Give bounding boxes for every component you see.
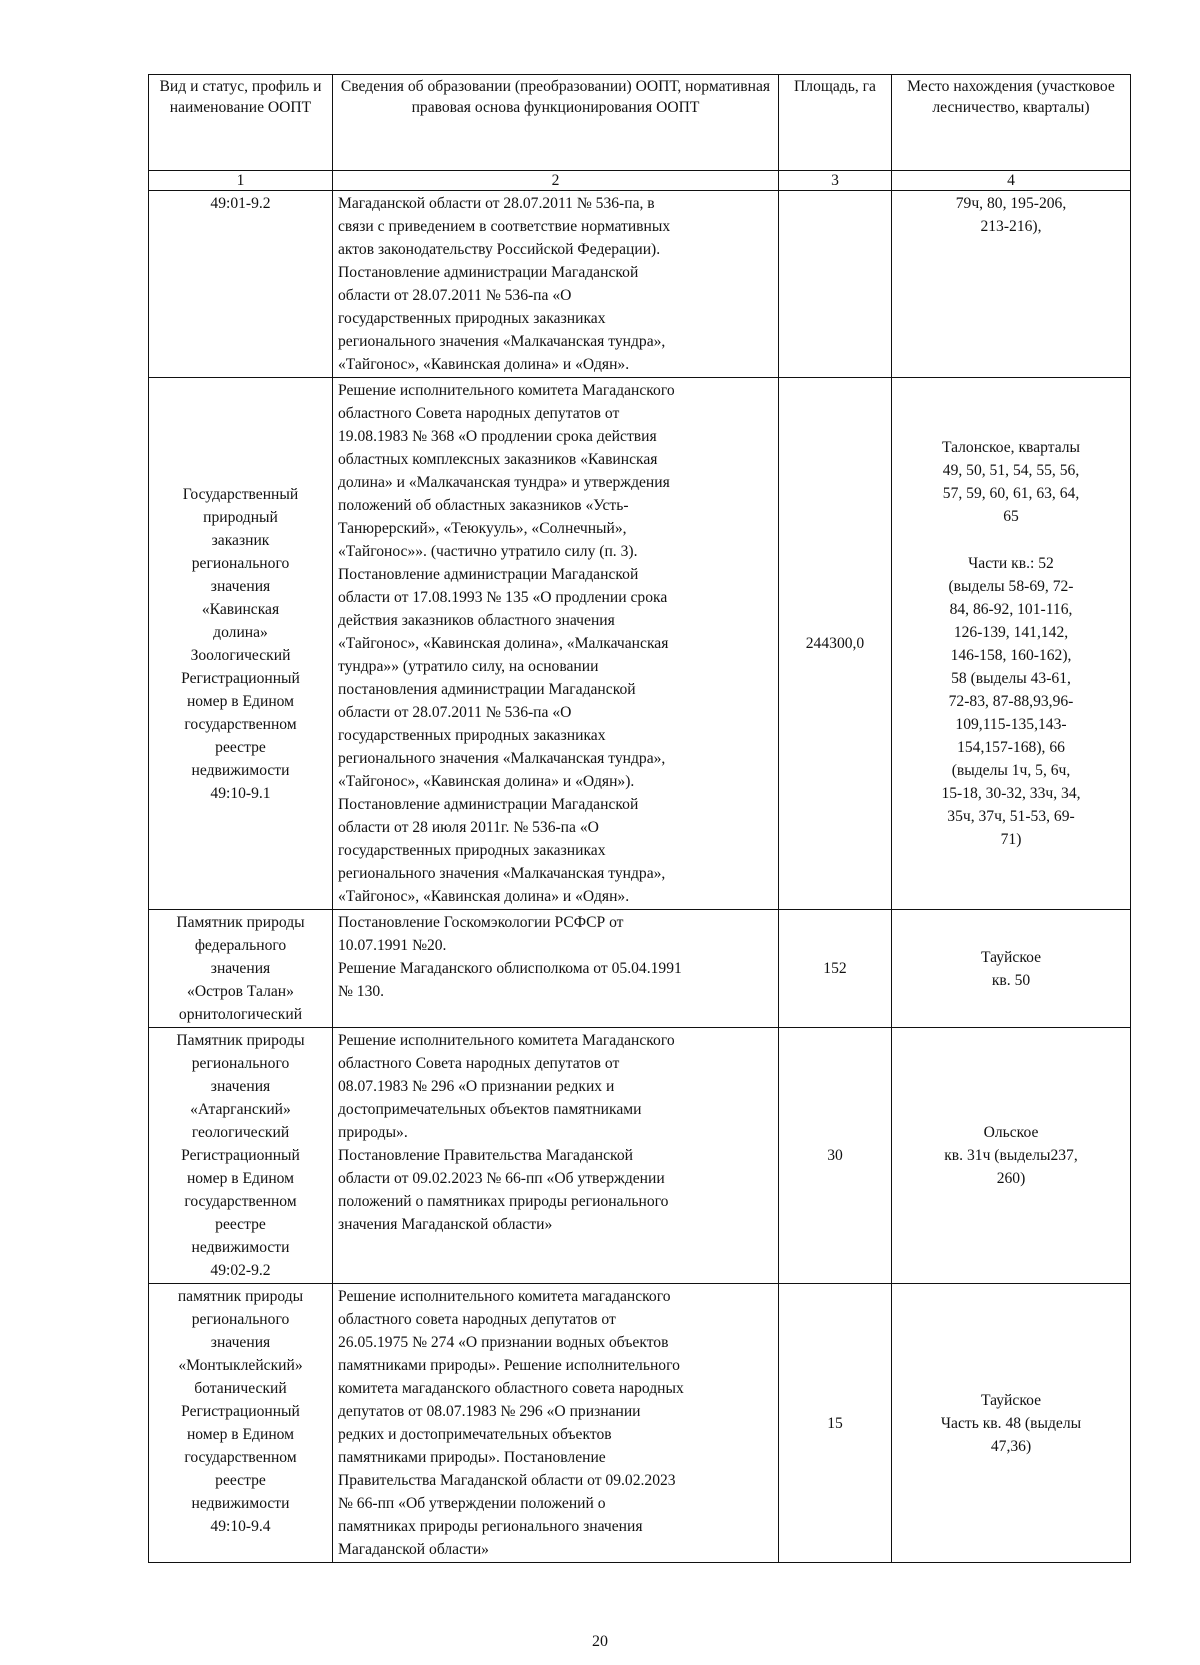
cell-text-line: 109,115-135,143- — [955, 716, 1067, 733]
column-number: 2 — [333, 171, 779, 191]
cell-text-line: долина» — [213, 623, 268, 641]
cell-text-line: 79ч, 80, 195-206, — [955, 195, 1067, 212]
cell-text-line: кв. 31ч (выделы237, — [944, 1147, 1078, 1164]
cell-text-line: государственных природных заказниках — [338, 842, 606, 859]
table-row — [149, 910, 1131, 1028]
cell-text-line: ботанический — [194, 1380, 287, 1397]
table-row — [149, 378, 1131, 910]
cell-text-line: государственном — [184, 1449, 297, 1466]
cell-text-line: области от 28.07.2011 № 536-па «О — [338, 704, 572, 721]
cell-text-line: редких и достопримечательных объектов — [338, 1426, 612, 1443]
cell-text-line: реестре — [215, 738, 266, 756]
cell-text-line: недвижимости — [191, 761, 290, 779]
cell-text-line: 58 (выделы 43-61, — [951, 670, 1071, 687]
cell-oopt-name — [149, 191, 333, 378]
cell-text-line: Зоологический — [190, 646, 291, 664]
cell-text-line: 15-18, 30-32, 33ч, 34, — [941, 785, 1081, 802]
cell-text-line: 154,157-168), 66 — [957, 739, 1065, 756]
cell-text-line: регионального — [191, 1055, 290, 1072]
cell-text-line: 49:02-9.2 — [210, 1262, 271, 1279]
cell-text-line: Магаданской области от 28.07.2011 № 536-па, в — [338, 195, 655, 212]
cell-oopt-name — [149, 378, 333, 910]
cell-text-line: Части кв.: 52 — [968, 555, 1054, 572]
cell-text-line: регионального значения «Малкачанская тундра», — [338, 333, 666, 350]
cell-text-line: действия заказников областного значения — [338, 612, 615, 629]
cell-text-line: Постановление администрации Магаданской — [338, 264, 639, 281]
cell-text-line: долина» и «Малкачанская тундра» и утверждения — [338, 474, 670, 491]
cell-text-line: областных комплексных заказников «Кавинская — [338, 451, 658, 468]
cell-text-line: Решение исполнительного комитета Магаданского — [338, 382, 675, 399]
cell-text-line: комитета магаданского областного совета народных — [338, 1380, 684, 1397]
cell-text-line: геологический — [191, 1124, 290, 1141]
cell-text-line: Постановление Госкомэкологии РСФСР от — [338, 914, 624, 931]
header-type-status: Вид и статус, профиль и наименование ООПТ — [149, 75, 333, 171]
cell-text-line: реестре — [215, 1216, 266, 1233]
cell-text-line: Решение исполнительного комитета Магаданского — [338, 1032, 675, 1049]
cell-text-line: актов законодательству Российской Федерации). — [338, 241, 661, 258]
cell-location — [892, 378, 1131, 910]
cell-text-line: 49:01-9.2 — [210, 195, 271, 212]
cell-text-line: области от 28 июля 2011г. № 536-па «О — [338, 819, 599, 836]
cell-text-line: Тауйское — [980, 948, 1042, 966]
cell-text-line: номер в Едином — [186, 692, 295, 710]
cell-text-line: областного Совета народных депутатов от — [338, 1055, 620, 1072]
cell-text-line: 26.05.1975 № 274 «О признании водных объектов — [338, 1334, 669, 1351]
page-number: 20 — [592, 1633, 608, 1650]
cell-text-line: Государственный — [182, 485, 299, 503]
cell-text-line: тундра»» (утратило силу, на основании — [338, 658, 599, 675]
cell-text-line: областного Совета народных депутатов от — [338, 405, 620, 422]
cell-area: 152 — [779, 910, 892, 1028]
cell-area — [779, 191, 892, 378]
cell-text-line: Регистрационный — [181, 669, 300, 687]
cell-text-line: Постановление администрации Магаданской — [338, 796, 639, 813]
cell-establishment-info — [333, 1028, 779, 1284]
cell-text-line: Памятник природы — [176, 1032, 305, 1049]
cell-area: 244300,0 — [779, 378, 892, 910]
cell-text-line: 47,36) — [990, 1437, 1032, 1455]
cell-text-line: орнитологический — [178, 1006, 303, 1023]
cell-text-line: 84, 86-92, 101-116, — [949, 601, 1073, 618]
cell-location — [892, 1284, 1131, 1563]
cell-text-line: 126-139, 141,142, — [953, 624, 1069, 641]
cell-text-line: Решение исполнительного комитета магаданского — [338, 1288, 671, 1305]
cell-text-line: 49:10-9.1 — [210, 784, 271, 802]
cell-text-line: реестре — [215, 1472, 266, 1489]
cell-text-line: регионального значения «Малкачанская тундра», — [338, 750, 666, 767]
cell-text-line: кв. 50 — [991, 971, 1031, 989]
table-header-row — [149, 75, 1131, 171]
cell-text-line: 49:10-9.4 — [210, 1518, 271, 1535]
cell-text-line: недвижимости — [191, 1495, 290, 1512]
cell-text-line: «Монтыклейский» — [178, 1357, 303, 1374]
header-area: Площадь, га — [779, 75, 892, 171]
cell-text-line: 146-158, 160-162), — [950, 647, 1072, 664]
cell-text-line: 49, 50, 51, 54, 55, 56, — [942, 462, 1080, 479]
cell-text-line: Часть кв. 48 (выделы — [940, 1414, 1082, 1432]
cell-text-line: «Тайгонос», «Кавинская долина» и «Одян». — [338, 356, 630, 373]
cell-text-line: памятниками природы». Постановление — [338, 1449, 606, 1466]
cell-text-line: Решение Магаданского облисполкома от 05.04.1991 — [338, 960, 682, 977]
cell-text-line: заказник — [211, 531, 270, 549]
cell-text-line: Регистрационный — [181, 1147, 300, 1164]
cell-establishment-info — [333, 1284, 779, 1563]
cell-location — [892, 191, 1131, 378]
cell-text-line: области от 17.08.1993 № 135 «О продлении срока — [338, 589, 668, 606]
cell-text-line: (выделы 58-69, 72- — [948, 578, 1074, 595]
table-row — [149, 1284, 1131, 1563]
table-body — [149, 191, 1131, 1563]
cell-text-line: (выделы 1ч, 5, 6ч, — [951, 762, 1071, 779]
cell-text-line: 08.07.1983 № 296 «О признании редких и — [338, 1078, 615, 1095]
cell-text-line: 213-216), — [980, 218, 1042, 235]
cell-text-line: Талонское, кварталы — [941, 439, 1081, 456]
cell-text-line: Ольское — [983, 1124, 1039, 1141]
cell-location — [892, 1028, 1131, 1284]
cell-establishment-info — [333, 191, 779, 378]
spacer — [897, 528, 1125, 552]
cell-text-line: областного совета народных депутатов от — [338, 1311, 616, 1328]
cell-text-line: памятниках природы регионального значения — [338, 1518, 643, 1535]
cell-text-line: значения — [210, 577, 271, 595]
cell-oopt-name — [149, 1028, 333, 1284]
cell-text-line: номер в Едином — [186, 1170, 295, 1187]
cell-text-line: положений о памятниках природы регионального — [338, 1193, 669, 1210]
column-number: 3 — [779, 171, 892, 191]
cell-text-line: недвижимости — [191, 1239, 290, 1256]
cell-text-line: «Тайгонос», «Кавинская долина» и «Одян». — [338, 888, 630, 905]
cell-text-line: «Тайгонос», «Кавинская долина», «Малкачанская — [338, 635, 669, 652]
cell-text-line: 10.07.1991 №20. — [338, 937, 447, 954]
cell-text-line: регионального — [191, 1311, 290, 1328]
column-number-row — [149, 171, 1131, 191]
cell-text-line: номер в Едином — [186, 1426, 295, 1443]
cell-text-line: федерального — [194, 937, 287, 954]
cell-text-line: государственном — [184, 715, 297, 733]
cell-text-line: «Тайгонос», «Кавинская долина» и «Одян»). — [338, 773, 635, 790]
cell-text-line: значения — [210, 960, 271, 977]
cell-text-line: государственном — [184, 1193, 297, 1210]
cell-text-line: связи с приведением в соответствие нормативных — [338, 218, 671, 235]
cell-text-line: 71) — [1000, 831, 1022, 848]
cell-text-line: Тауйское — [980, 1391, 1042, 1409]
cell-text-line: значения — [210, 1334, 271, 1351]
cell-text-line: Памятник природы — [176, 914, 305, 931]
cell-text-line: положений об областных заказников «Усть- — [338, 497, 629, 514]
cell-text-line: 65 — [1003, 508, 1019, 525]
cell-text-line: № 130. — [338, 983, 385, 1000]
cell-text-line: регионального значения «Малкачанская тундра», — [338, 865, 666, 882]
cell-text-line: регионального — [191, 554, 290, 572]
cell-oopt-name — [149, 1284, 333, 1563]
cell-text-line: Правительства Магаданской области от 09.02.2023 — [338, 1472, 676, 1489]
cell-text-line: области от 09.02.2023 № 66-пп «Об утверждении — [338, 1170, 665, 1187]
cell-text-line: природный — [203, 508, 278, 526]
cell-text-line: памятник природы — [177, 1288, 304, 1305]
header-establishment-info: Сведения об образовании (преобразовании) ООПТ, нормативная правовая основа функционирования ООПТ — [333, 75, 779, 171]
cell-text-line: 260) — [996, 1170, 1026, 1187]
cell-text-line: «Тайгонос»». (частично утратило силу (п. 3). — [338, 543, 638, 560]
cell-text-line: государственных природных заказниках — [338, 727, 606, 744]
cell-text-line: Постановление Правительства Магаданской — [338, 1147, 633, 1164]
cell-text-line: памятниками природы». Решение исполнительного — [338, 1357, 680, 1374]
cell-text-line: 72-83, 87-88,93,96- — [948, 693, 1074, 710]
cell-text-line: природы». — [338, 1124, 408, 1141]
cell-text-line: Магаданской области» — [338, 1541, 489, 1558]
cell-text-line: Регистрационный — [181, 1403, 300, 1420]
cell-establishment-info — [333, 910, 779, 1028]
cell-text-line: депутатов от 08.07.1983 № 296 «О признании — [338, 1403, 641, 1420]
table-row — [149, 191, 1131, 378]
cell-text-line: 57, 59, 60, 61, 63, 64, — [942, 485, 1080, 502]
table-row — [149, 1028, 1131, 1284]
cell-text-line: государственных природных заказниках — [338, 310, 606, 327]
cell-text-line: № 66-пп «Об утверждении положений о — [338, 1495, 606, 1512]
header-location: Место нахождения (участковое лесничество, кварталы) — [892, 75, 1131, 171]
cell-text-line: значения Магаданской области» — [338, 1216, 553, 1233]
cell-text-line: Постановление администрации Магаданской — [338, 566, 639, 583]
cell-text-line: «Кавинская — [201, 600, 280, 618]
cell-text-line: достопримечательных объектов памятниками — [338, 1101, 642, 1118]
cell-location — [892, 910, 1131, 1028]
cell-text-line: 19.08.1983 № 368 «О продлении срока действия — [338, 428, 657, 445]
cell-text-line: 35ч, 37ч, 51-53, 69- — [947, 808, 1075, 825]
cell-area: 15 — [779, 1284, 892, 1563]
cell-text-line: «Атарганский» — [190, 1101, 291, 1118]
cell-oopt-name — [149, 910, 333, 1028]
cell-text-line: постановления администрации Магаданской — [338, 681, 636, 698]
cell-text-line: области от 28.07.2011 № 536-па «О — [338, 287, 572, 304]
column-number: 4 — [892, 171, 1131, 191]
cell-establishment-info — [333, 378, 779, 910]
cell-text-line: Танюрерский», «Теюкууль», «Солнечный», — [338, 520, 627, 537]
column-number: 1 — [149, 171, 333, 191]
cell-text-line: значения — [210, 1078, 271, 1095]
cell-area: 30 — [779, 1028, 892, 1284]
oopt-table — [148, 74, 1131, 1563]
cell-text-line: «Остров Талан» — [187, 983, 294, 1000]
